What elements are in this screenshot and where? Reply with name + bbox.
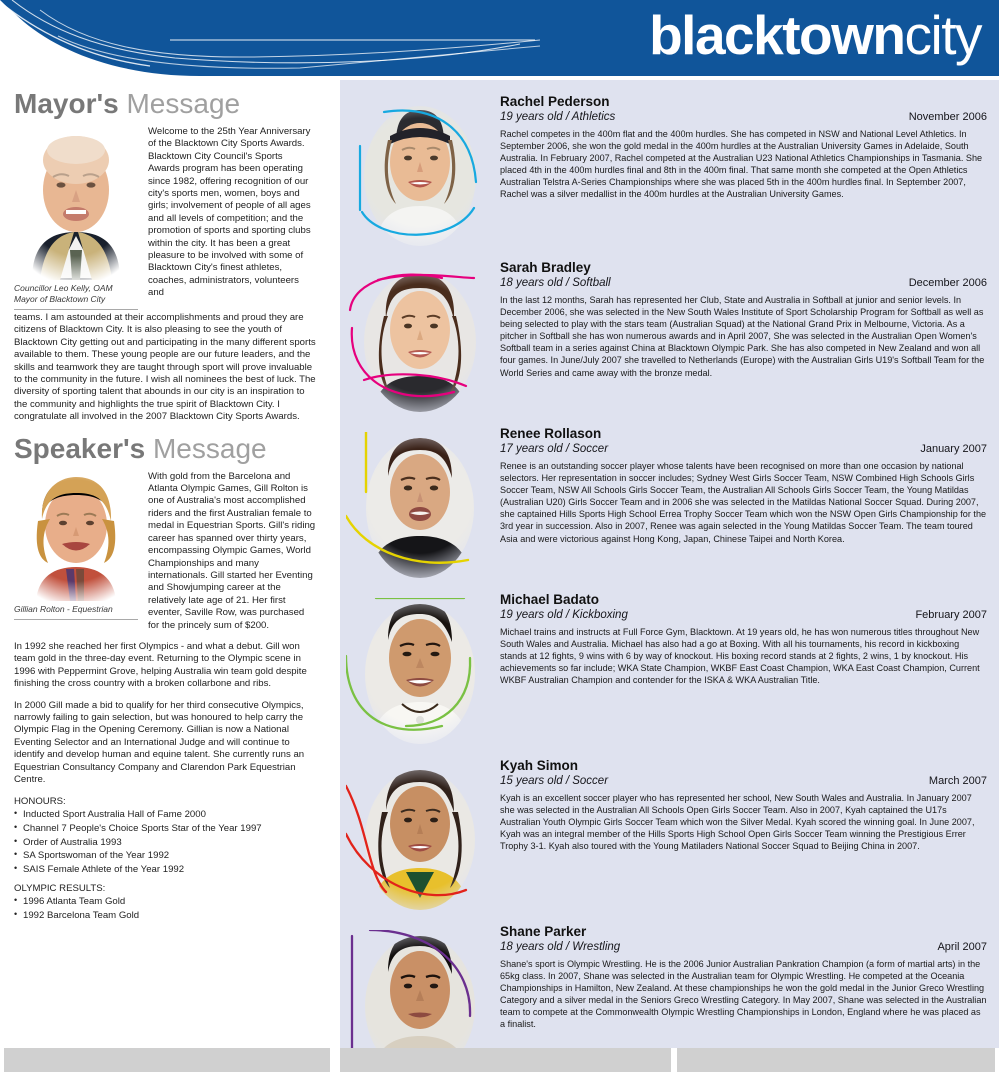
mayors-paragraph-wrapped: Welcome to the 25th Year Anniversary of the Blacktown City Sports Awards. Blacktown City Council's Sports Awards program has been operating since 1982, offering recognition of our city's sports men, women, boys and girls; involvement of people of all ages and all levels of competition; and the promotion of sports and sporting clubs within the city. It has been a great pleasure to be involved with some of Blacktown City's finest athletes, coaches, administrators, volunteers and [148, 126, 311, 299]
speakers-intro-block [14, 471, 316, 923]
athlete-portrait-image [346, 432, 494, 582]
footer-block-left [4, 1048, 330, 1072]
athlete-portrait-image [346, 100, 494, 250]
athlete-award-date: November 2006 [908, 111, 987, 123]
athlete-name: Rachel Pederson [500, 94, 610, 109]
athlete-age-sport: 19 years old / Kickboxing [500, 609, 628, 621]
mayor-caption-line1: Councillor Leo Kelly, OAM [14, 283, 113, 293]
athlete-meta-row [500, 111, 987, 123]
honours-heading: HONOURS: [14, 796, 66, 808]
mayors-intro-block [14, 126, 316, 424]
mayors-message-body-rest [14, 312, 316, 424]
athlete-age-sport: 18 years old / Wrestling [500, 941, 621, 953]
speakers-heading-light: Message [152, 432, 267, 464]
olympic-results-list [14, 895, 316, 922]
list-item: • Inducted Sport Australia Hall of Fame 2000 [14, 808, 316, 822]
athlete-name: Renee Rollason [500, 426, 602, 441]
page-header [0, 0, 999, 76]
athlete-name: Sarah Bradley [500, 260, 591, 275]
mayor-caption-line2: Mayor of Blacktown City [14, 294, 106, 304]
speaker-photo-wrap [14, 473, 138, 620]
list-item: • Order of Australia 1993 [14, 836, 316, 850]
athlete-bio: Rachel competes in the 400m flat and the 400m hurdles. She has competed in NSW and National Level Athletics. In September 2006, she won the gold medal in the 400m hurdles at the Australian University Games in Adelaide, South Australia. In February 2007, Rachel competed at the Australian U23 National Athletics Championships in Tasmania. She placed 4th in the 400m hurdles final and 8th in the 400m final. That same month she competed at the Open Athletics Australian Telstra A-Series Championships where she was placed 5th in the 400m hurdles final. In September 2007, Rachel was a silver medallist in the 400m hurdles at the Australian University Games. [500, 129, 983, 200]
profile-card [342, 94, 991, 252]
athlete-bio: Kyah is an excellent soccer player who has represented her school, New South Wales and Australia. In January 2007 she was selected in the Australian All Schools Open Girls Soccer Team. Also in 2007, Kyah captained the U17s Australian Youth Olympic Girls Soccer Team which won the Silver Medal. Kyah scored the winning goal. In June 2007, Kyah was an integral member of the Hills Sports High School Open Girls Soccer Team winning the Prestigious Errer Trophy 3-1. Kyah also toured with the Young Matiladers National Soccer Squad to Beijing China in 2007. [500, 793, 975, 852]
athlete-age-sport: 17 years old / Soccer [500, 443, 609, 455]
speaker-photo-caption [14, 601, 138, 620]
speakers-heading-strong: Speaker's [14, 432, 146, 464]
athlete-name: Shane Parker [500, 924, 587, 939]
mayors-message-heading [14, 88, 316, 120]
list-item: • Channel 7 People's Choice Sports Star of the Year 1997 [14, 822, 316, 836]
athlete-award-date: January 2007 [920, 443, 987, 455]
athlete-meta-row [500, 277, 987, 289]
athlete-age-sport: 19 years old / Athletics [500, 111, 616, 123]
athlete-age-sport: 18 years old / Softball [500, 277, 611, 289]
list-item: • SA Sportswoman of the Year 1992 [14, 849, 316, 863]
speaker-portrait-image [14, 473, 138, 601]
speakers-paragraph-2: In 1992 she reached her first Olympics - and what a debut. Gill won team gold in the three-day event. Returning to the Olympic scene in 1996 with Peppermint Grove, helping Australia win team gold despite finishing the cross country with a broken collarbone and ribs. [14, 640, 307, 690]
left-column [0, 76, 330, 1048]
athlete-award-date: March 2007 [928, 775, 987, 787]
profile-photo-kyah [346, 764, 494, 914]
right-column-profiles [340, 80, 999, 1048]
mayors-heading-light: Message [126, 88, 241, 119]
athlete-age-sport: 15 years old / Soccer [500, 775, 609, 787]
footer-block-right [677, 1048, 995, 1072]
athlete-meta-row [500, 609, 987, 621]
profile-card [342, 260, 991, 418]
profile-card [342, 426, 991, 584]
profile-photo-renee [346, 432, 494, 582]
honours-list [14, 808, 316, 876]
speaker-photo [14, 473, 138, 601]
brand-part-secondary: city [904, 4, 981, 66]
speakers-message-heading [14, 433, 316, 465]
profile-card [342, 592, 991, 750]
athlete-bio: Michael trains and instructs at Full Force Gym, Blacktown. At 19 years old, he has won numerous titles throughout New South Wales and Australia. Michael has also had a go at Boxing. With all his tournaments, his record in kickboxing stands at 12 fights, 9 wins with 6 by way of knockout. His boxing record stands at 2 fights, 2 wins, 1 by knockout. His achievements so far include; WKA State Champion, WKBF East Coast Champion, WKA East Coast Champion, Current WKBF Australian Champion and contender for the ISKA & WKA Australian Title. [500, 627, 980, 686]
profile-photo-sarah [346, 266, 494, 416]
athlete-meta-row [500, 443, 987, 455]
page-footer [0, 1048, 999, 1072]
footer-block-center [340, 1048, 671, 1072]
mayor-photo [14, 128, 138, 280]
athlete-award-date: February 2007 [915, 609, 987, 621]
speaker-caption-line1: Gillian Rolton - Equestrian [14, 603, 113, 614]
mayor-portrait-image [14, 128, 138, 280]
athlete-portrait-image [346, 266, 494, 416]
athlete-name: Kyah Simon [500, 758, 579, 773]
speakers-paragraph-3: In 2000 Gill made a bid to qualify for her third consecutive Olympics, narrowly failing to gain selection, but was honoured to help carry the Olympic Flag in the Opening Ceremony. Gillian is now a National Eventing Selector and an International Judge and will continue to identify and develop human and equine talent. She currently runs an Equestrian Consultancy Company and Clarendon Park Equestrian Centre. [14, 699, 305, 785]
brand-logo [649, 2, 981, 68]
athlete-bio: Shane's sport is Olympic Wrestling. He is the 2006 Junior Australian Pankration Champion (a form of martial arts) in the 65kg class. In 2007, Shane was selected in the Australian team for Olympic Wrestling. He competed at the Oceania Championships in Hamilton, New Zealand. At these championships he won the gold medal in the Junior Greco Wrestling Category and a silver medal in the Seniors Greco Wrestling Category. In May 2007, Shane was selected in the Australian team to compete at the Commonwealth Olympic Wrestling Championships in London, England where he was placed as a finalist. [500, 959, 987, 1030]
mayor-photo-wrap [14, 128, 138, 310]
athlete-award-date: December 2006 [908, 277, 987, 289]
speakers-message-body-rest [14, 641, 316, 786]
athlete-bio: In the last 12 months, Sarah has represented her Club, State and Australia in Softball at junior and senior levels. In December 2006, she was selected in the New South Wales Institute of Sport Scholarship Program for Softball as well as being selected to play with the stars team (Australian Squad) at the National Grand Prix in Melbourne, Victoria. As a pitcher in Softball she has won numerous awards and in April 2007, She was selected in the Australian Open Women's Softball team in a series against China at Blacktown Olympic Park. She has also competed in New Zealand and won all four games. In June/July 2007 she travelled to Netherlands (Europe) with the Australian Girls U19's Softball Team for the World Series and came away with the bronze medal. [500, 295, 985, 378]
brand-part-primary: blacktown [649, 4, 905, 66]
profile-photo-michael [346, 598, 494, 748]
mayors-heading-strong: Mayor's [14, 88, 119, 119]
olympic-results-heading: OLYMPIC RESULTS: [14, 883, 106, 895]
list-item: • SAIS Female Athlete of the Year 1992 [14, 863, 316, 877]
mayors-paragraph-rest: teams. I am astounded at their accomplishments and proud they are citizens of Blacktown City. It is also pleasing to see the youth of Blacktown City getting out and participating in the many different sports available to them. These young people are our future leaders, and the skills and teamwork they are taught through sport will prove invaluable to the community in the future. I wish all nominees the best of luck. The diversity of sporting talent that abounds in our city is an inspiration to the community and highlights the true spirit of Blacktown City. I congratulate all involved in the 2007 Blacktown City Sports Awards. [14, 312, 316, 423]
athlete-portrait-image [346, 764, 494, 914]
athlete-meta-row [500, 941, 987, 953]
athlete-bio: Renee is an outstanding soccer player whose talents have been recognised on more than one occasion by national selectors. Her representation in soccer includes; Sydney West Girls Soccer Team, NSW Combined High Schools Girls Soccer Team, NSW All Schools Girls Soccer Team, the Australian All Schools Girls Soccer Team, the Young Matildas (Australian U20) Girls Soccer Team and in 2006 she was selected in the Matildas National Soccer Squad. During 2007, she captained Hills Sports High School Errea Trophy Soccer Team which won the NSW Open Girls Championship for the 3rd year in succession. Also in 2007, Renee was again selected in the Young Matildas Soccer Team. The team toured Asia and were victorious against Hong Kong, Japan, Chinese Taipei and North Korea. [500, 461, 987, 544]
profile-card [342, 758, 991, 916]
athlete-meta-row [500, 775, 987, 787]
athlete-portrait-image [346, 598, 494, 748]
athlete-name: Michael Badato [500, 592, 600, 607]
list-item: • 1996 Atlanta Team Gold [14, 895, 316, 909]
list-item: • 1992 Barcelona Team Gold [14, 909, 316, 923]
profile-photo-rachel [346, 100, 494, 250]
athlete-award-date: April 2007 [937, 941, 987, 953]
mayor-photo-caption [14, 280, 138, 310]
speakers-paragraph-wrapped: With gold from the Barcelona and Atlanta Olympic Games, Gill Rolton is one of Australia's most accomplished riders and the first Australian female to medal in Equestrian Sports. Gill's riding career has spanned over thirty years, encompassing Olympic Games, World Championships and many internationals. Gill started her Eventing and Showjumping career at the relatively late age of 21. Her first eventer, Saville Row, was purchased for the princely sum of $200. [148, 470, 316, 631]
